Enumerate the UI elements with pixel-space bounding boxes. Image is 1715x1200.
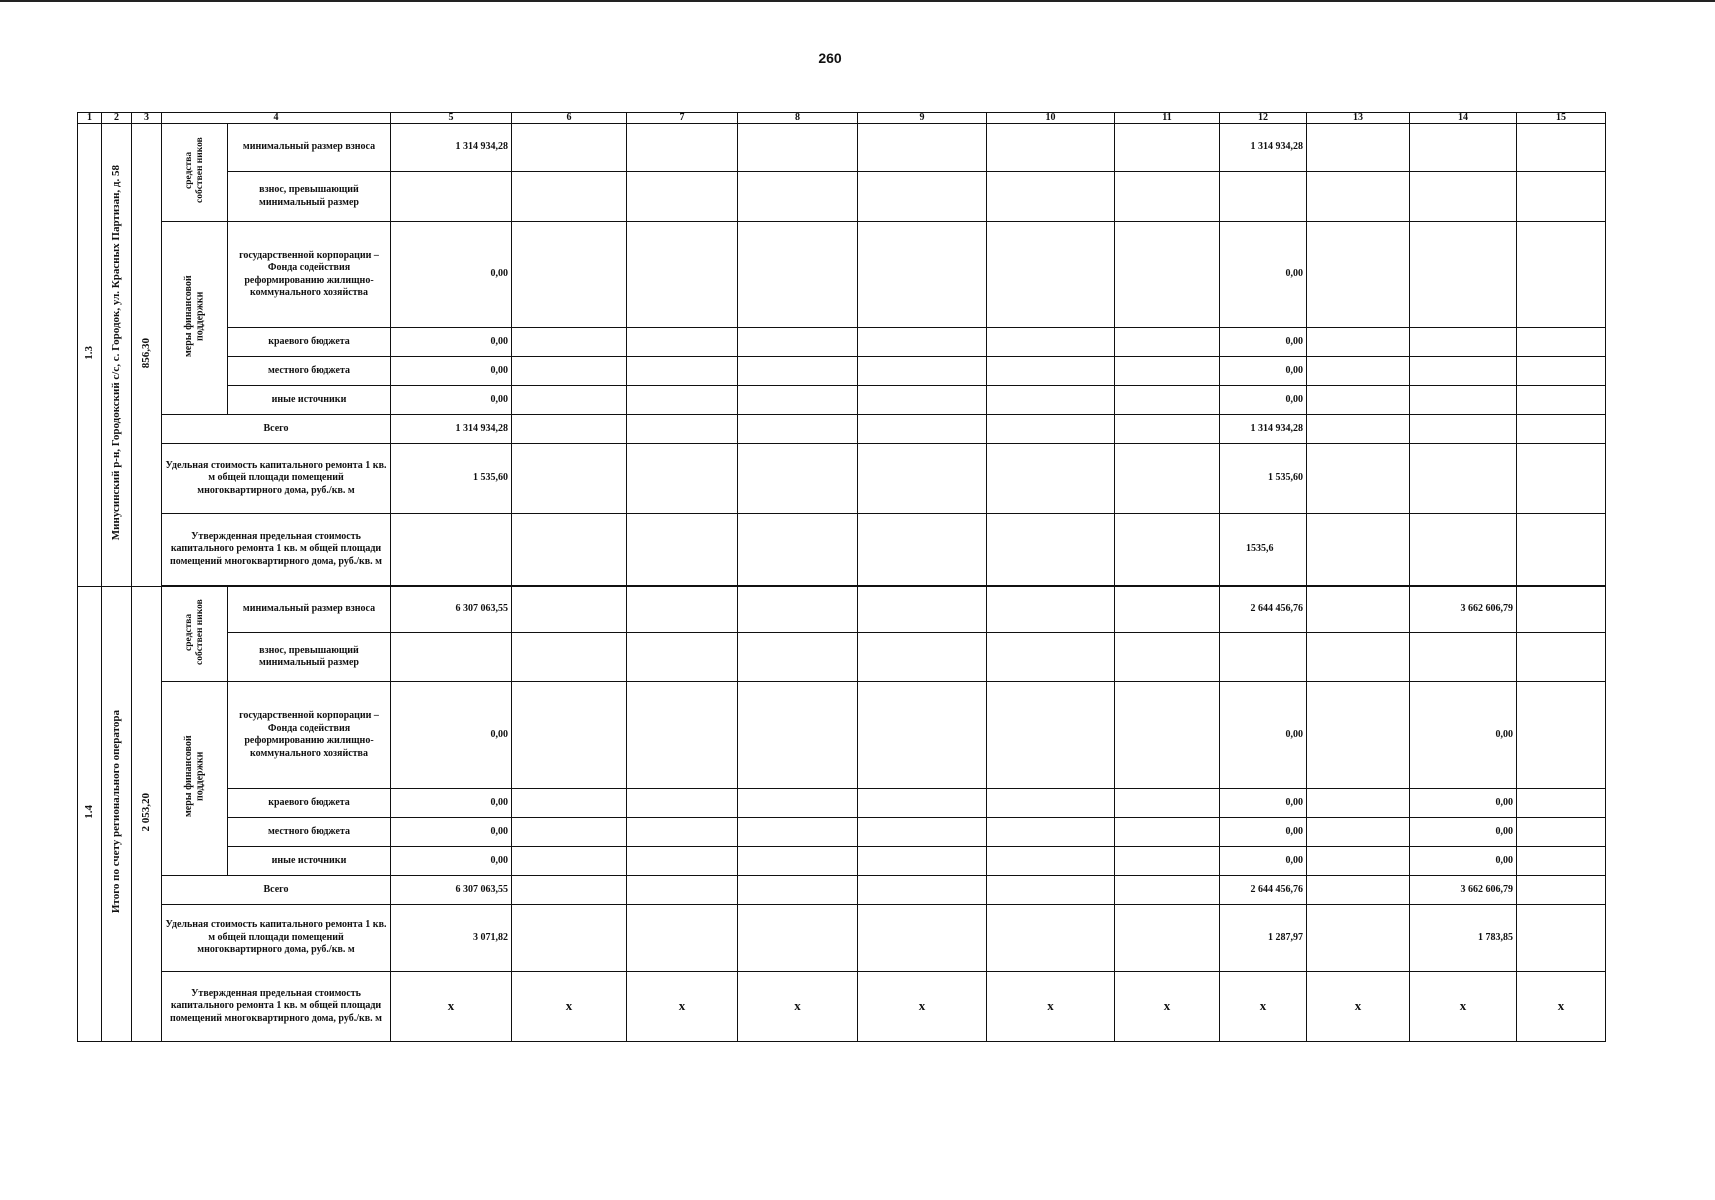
x-mark: x: [1115, 972, 1220, 1042]
local-budget-label: местного бюджета: [228, 818, 391, 847]
value-cell: 3 071,82: [391, 905, 512, 972]
value-cell: 0,00: [1410, 818, 1517, 847]
column-header: 6: [512, 113, 627, 124]
section-number-cell: [78, 124, 102, 587]
total-label: Всего: [162, 876, 391, 905]
column-header: 7: [627, 113, 738, 124]
column-header: 3: [132, 113, 162, 124]
owners-funds-label: средства собствен ников: [183, 598, 205, 665]
capital-repair-table: [77, 112, 1606, 1042]
area-cell: [132, 587, 162, 1042]
table-row: [78, 222, 1606, 328]
table-row: [78, 633, 1606, 682]
value-cell: 1 314 934,28: [1220, 124, 1307, 172]
value-cell: 0,00: [1220, 222, 1307, 328]
other-sources-label: иные источники: [228, 386, 391, 415]
owners-funds-label: средства собствен ников: [183, 137, 205, 204]
value-cell: 0,00: [391, 357, 512, 386]
value-cell: 1 314 934,28: [391, 415, 512, 444]
value-cell: 0,00: [1410, 847, 1517, 876]
x-mark: x: [987, 972, 1115, 1042]
value-cell: 0,00: [1220, 847, 1307, 876]
value-cell: 0,00: [391, 222, 512, 328]
table-row: [78, 876, 1606, 905]
table-row: [78, 847, 1606, 876]
column-header: 13: [1307, 113, 1410, 124]
section-number: 1.3: [83, 345, 96, 360]
table-row: [78, 172, 1606, 222]
approved-limit-label: Утвержденная предельная стоимость капитального ремонта 1 кв. м общей площади помещений многоквартирного дома, руб./кв. м: [162, 514, 391, 586]
column-header: 10: [987, 113, 1115, 124]
column-header: 8: [738, 113, 858, 124]
other-sources-label: иные источники: [228, 847, 391, 876]
local-budget-label: местного бюджета: [228, 357, 391, 386]
table-row: [78, 905, 1606, 972]
column-header: 14: [1410, 113, 1517, 124]
table-row: [78, 124, 1606, 172]
financial-support-cell: [162, 682, 228, 876]
total-label: Всего: [162, 415, 391, 444]
value-cell: 2 644 456,76: [1220, 876, 1307, 905]
section-number: 1.4: [83, 804, 96, 819]
value-cell: 0,00: [391, 386, 512, 415]
table-row: [78, 514, 1606, 586]
value-cell: 2 644 456,76: [1220, 587, 1307, 633]
value-cell: 0,00: [1410, 789, 1517, 818]
table-row: [78, 818, 1606, 847]
address-cell: [102, 124, 132, 587]
value-cell: 1 287,97: [1220, 905, 1307, 972]
total-area: 2 053,20: [140, 792, 153, 831]
value-cell: 1 535,60: [391, 444, 512, 514]
x-mark: x: [1307, 972, 1410, 1042]
object-address: Минусинский р-н, Городокский с/с, с. Городок, ул. Красных Партизан, д. 58: [110, 165, 123, 541]
table-row: [78, 357, 1606, 386]
top-rule: [0, 0, 1715, 2]
column-header: 5: [391, 113, 512, 124]
x-mark: x: [512, 972, 627, 1042]
value-cell: 0,00: [1220, 386, 1307, 415]
x-mark: x: [1220, 972, 1307, 1042]
column-header: 12: [1220, 113, 1307, 124]
value-cell: 0,00: [391, 789, 512, 818]
value-cell: 0,00: [391, 818, 512, 847]
excess-contribution-label: взнос, превышающий минимальный размер: [228, 172, 391, 222]
value-cell: 0,00: [391, 328, 512, 357]
regional-budget-label: краевого бюджета: [228, 789, 391, 818]
owners-funds-cell: [162, 587, 228, 682]
unit-cost-label: Удельная стоимость капитального ремонта 1 кв. м общей площади помещений многоквартирного дома, руб./кв. м: [162, 905, 391, 972]
column-header: 4: [162, 113, 391, 124]
regional-budget-label: краевого бюджета: [228, 328, 391, 357]
value-cell: 0,00: [391, 847, 512, 876]
state-corp-label: государственной корпорации – Фонда содействия реформированию жилищно-коммунального хозяйства: [228, 222, 391, 328]
value-cell: 1535,6: [1220, 514, 1307, 586]
table-row: [78, 328, 1606, 357]
table-row: [78, 682, 1606, 789]
value-cell: 0,00: [391, 682, 512, 789]
value-cell: 0,00: [1410, 682, 1517, 789]
page-number: 260: [818, 50, 842, 66]
table-row: [78, 587, 1606, 633]
value-cell: 0,00: [1220, 818, 1307, 847]
financial-support-cell: [162, 222, 228, 415]
area-cell: [132, 124, 162, 587]
min-contribution-label: минимальный размер взноса: [228, 124, 391, 172]
address-cell: [102, 587, 132, 1042]
table-row: [78, 386, 1606, 415]
table-row: [78, 415, 1606, 444]
approved-limit-label: Утвержденная предельная стоимость капитального ремонта 1 кв. м общей площади помещений многоквартирного дома, руб./кв. м: [162, 972, 391, 1042]
x-mark: x: [738, 972, 858, 1042]
x-mark: x: [858, 972, 987, 1042]
x-mark: x: [391, 972, 512, 1042]
section-number-cell: [78, 587, 102, 1042]
state-corp-label: государственной корпорации – Фонда содействия реформированию жилищно-коммунального хозяйства: [228, 682, 391, 789]
value-cell: 0,00: [1220, 328, 1307, 357]
column-number-row: [78, 113, 1606, 124]
excess-contribution-label: взнос, превышающий минимальный размер: [228, 633, 391, 682]
financial-support-label: меры финансовой поддержки: [183, 274, 206, 357]
value-cell: 0,00: [1220, 357, 1307, 386]
column-header: 11: [1115, 113, 1220, 124]
x-mark: x: [627, 972, 738, 1042]
value-cell: 0,00: [1220, 682, 1307, 789]
value-cell: 6 307 063,55: [391, 587, 512, 633]
column-header: 15: [1517, 113, 1606, 124]
value-cell: 3 662 606,79: [1410, 587, 1517, 633]
object-address: Итого по счету регионального оператора: [110, 710, 123, 914]
table-row: [78, 972, 1606, 1042]
value-cell: 1 314 934,28: [1220, 415, 1307, 444]
unit-cost-label: Удельная стоимость капитального ремонта 1 кв. м общей площади помещений многоквартирного дома, руб./кв. м: [162, 444, 391, 514]
value-cell: 0,00: [1220, 789, 1307, 818]
column-header: 9: [858, 113, 987, 124]
table-row: [78, 444, 1606, 514]
owners-funds-cell: [162, 124, 228, 222]
value-cell: 1 535,60: [1220, 444, 1307, 514]
x-mark: x: [1410, 972, 1517, 1042]
value-cell: 1 314 934,28: [391, 124, 512, 172]
column-header: 1: [78, 113, 102, 124]
min-contribution-label: минимальный размер взноса: [228, 587, 391, 633]
total-area: 856,30: [140, 337, 153, 368]
x-mark: x: [1517, 972, 1606, 1042]
financial-support-label: меры финансовой поддержки: [183, 735, 206, 818]
value-cell: 6 307 063,55: [391, 876, 512, 905]
table-row: [78, 789, 1606, 818]
value-cell: 1 783,85: [1410, 905, 1517, 972]
value-cell: 3 662 606,79: [1410, 876, 1517, 905]
column-header: 2: [102, 113, 132, 124]
